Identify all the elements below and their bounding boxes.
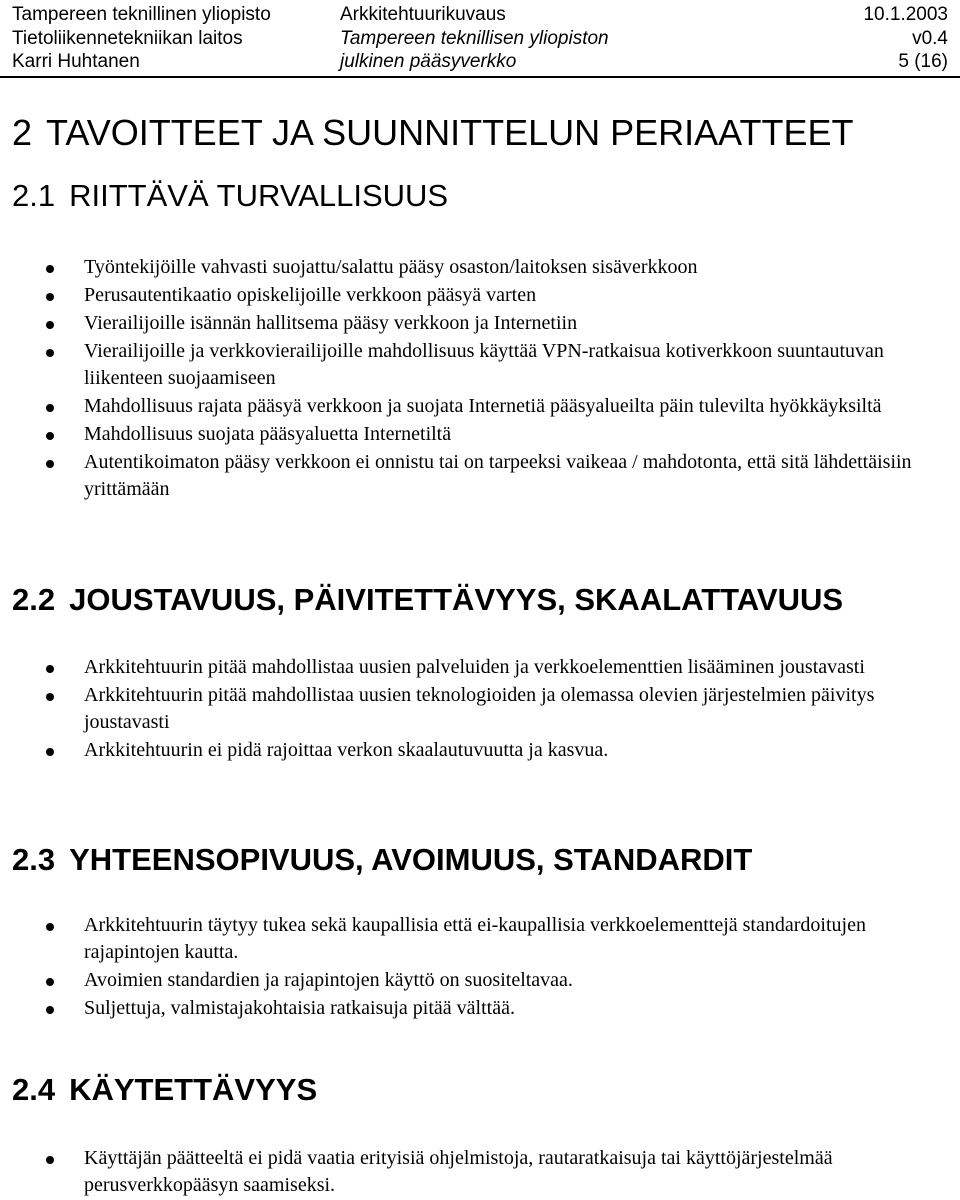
header-department: Tietoliikennetekniikan laitos [12, 28, 243, 49]
bullet-icon [46, 1156, 54, 1164]
list-item: Arkkitehtuurin pitää mahdollistaa uusien palveluiden ja verkkoelementtien lisääminen joustavasti [0, 654, 960, 681]
list-item: Vierailijoille isännän hallitsema pääsy verkkoon ja Internetiin [0, 310, 960, 337]
list-item: Työntekijöille vahvasti suojattu/salattu pääsy osaston/laitoksen sisäverkkoon [0, 254, 960, 281]
list-item: Vierailijoille ja verkkovierailijoille mahdollisuus käyttää VPN-ratkaisua kotiverkkoon suuntautuvan liikenteen suojaamiseen [0, 338, 960, 392]
header-page-number: 5 (16) [898, 51, 948, 72]
bullet-list-2-3 [0, 912, 960, 1022]
header-date: 10.1.2003 [863, 4, 948, 25]
header-university: Tampereen teknillinen yliopisto [12, 4, 271, 25]
section-title: KÄYTETTÄVYYS [69, 1072, 318, 1107]
header-document-type: Arkkitehtuurikuvaus [340, 4, 506, 25]
header-author: Karri Huhtanen [12, 51, 140, 72]
list-item: Arkkitehtuurin täytyy tukea sekä kaupallisia että ei-kaupallisia verkkoelementtejä standardoitujen rajapintojen kautta. [0, 912, 960, 966]
bullet-icon [46, 432, 54, 440]
section-number: 2.3 [12, 842, 56, 877]
section-title: JOUSTAVUUS, PÄIVITETTÄVYYS, SKAALATTAVUUS [69, 582, 844, 617]
list-item: Mahdollisuus suojata pääsyaluetta Internetiltä [0, 421, 960, 448]
section-heading-2-4 [12, 1072, 317, 1108]
chapter-title: TAVOITTEET JA SUUNNITTELUN PERIAATTEET [46, 112, 854, 153]
section-heading-2-1 [12, 178, 448, 214]
header-document-title-line2: julkinen pääsyverkko [340, 51, 517, 72]
page-header [0, 0, 960, 78]
list-item: Perusautentikaatio opiskelijoille verkkoon pääsyä varten [0, 282, 960, 309]
bullet-icon [46, 460, 54, 468]
list-item: Arkkitehtuurin ei pidä rajoittaa verkon skaalautuvuutta ja kasvua. [0, 737, 960, 764]
bullet-list-2-1 [0, 254, 960, 503]
header-document-title-line1: Tampereen teknillisen yliopiston [340, 28, 609, 49]
bullet-icon [46, 1006, 54, 1014]
header-row-1 [0, 2, 960, 28]
bullet-icon [46, 665, 54, 673]
section-number: 2.4 [12, 1072, 56, 1107]
bullet-icon [46, 293, 54, 301]
section-number: 2.1 [12, 178, 56, 213]
bullet-icon [46, 265, 54, 273]
bullet-icon [46, 923, 54, 931]
bullet-icon [46, 978, 54, 986]
bullet-icon [46, 404, 54, 412]
list-item: Suljettuja, valmistajakohtaisia ratkaisuja pitää välttää. [0, 995, 960, 1022]
bullet-list-2-4 [0, 1145, 960, 1199]
bullet-icon [46, 321, 54, 329]
list-item: Autentikoimaton pääsy verkkoon ei onnistu tai on tarpeeksi vaikeaa / mahdotonta, että sitä lähdettäisiin yrittämään [0, 449, 960, 503]
list-item: Avoimien standardien ja rajapintojen käyttö on suositeltavaa. [0, 967, 960, 994]
section-heading-2-2 [12, 582, 843, 618]
chapter-heading [12, 112, 853, 154]
section-number: 2.2 [12, 582, 56, 617]
bullet-icon [46, 748, 54, 756]
section-title: RIITTÄVÄ TURVALLISUUS [69, 178, 449, 213]
bullet-list-2-2 [0, 654, 960, 764]
bullet-icon [46, 693, 54, 701]
list-item: Käyttäjän päätteeltä ei pidä vaatia erityisiä ohjelmistoja, rautaratkaisuja tai käyttöjärjestelmää perusverkkopääsyn saamiseksi. [0, 1145, 960, 1199]
section-title: YHTEENSOPIVUUS, AVOIMUUS, STANDARDIT [69, 842, 753, 877]
list-item: Arkkitehtuurin pitää mahdollistaa uusien teknologioiden ja olemassa olevien järjestelmien päivitys joustavasti [0, 682, 960, 736]
bullet-icon [46, 349, 54, 357]
chapter-number: 2 [12, 112, 33, 153]
section-heading-2-3 [12, 842, 752, 878]
header-version: v0.4 [912, 28, 948, 49]
header-row-3 [0, 49, 960, 75]
list-item: Mahdollisuus rajata pääsyä verkkoon ja suojata Internetiä pääsyalueilta päin tulevilta hyökkäyksiltä [0, 393, 960, 420]
